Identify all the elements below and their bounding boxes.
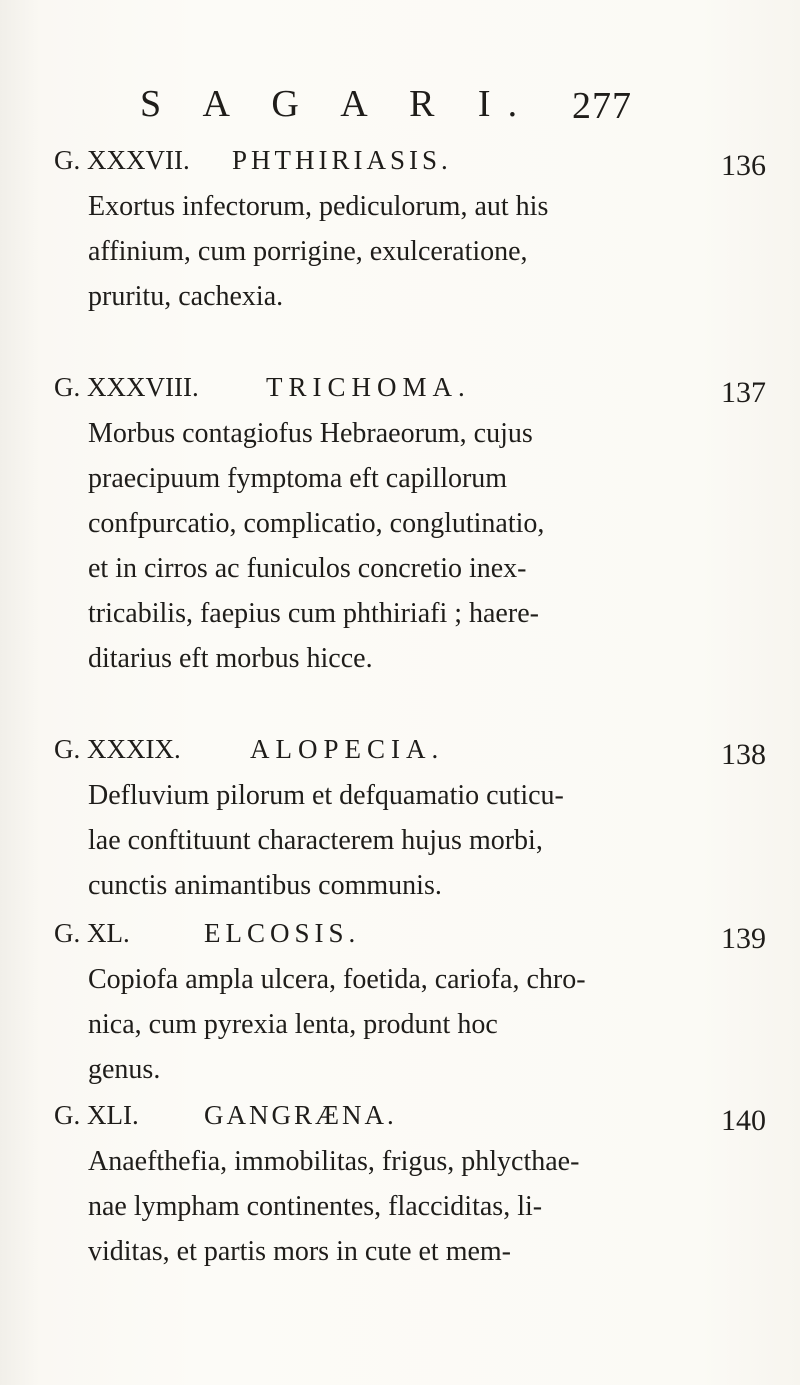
description-line: Copiofa ampla ulcera, foetida, cariofa, chro-	[88, 964, 586, 995]
description-line: nica, cum pyrexia lenta, produnt hoc	[88, 1009, 498, 1040]
genus-description	[54, 411, 766, 681]
genus-entry-elcosis	[54, 909, 766, 1092]
description-line: pruritu, cachexia.	[88, 281, 284, 312]
page-number: 277	[572, 85, 632, 127]
genus-heading	[54, 363, 766, 411]
genus-entry-trichoma	[54, 363, 766, 681]
description-line: genus.	[88, 1054, 161, 1085]
description-line: affinium, cum porrigine, exulceratione,	[88, 236, 528, 267]
genus-entry-alopecia	[54, 725, 766, 908]
genus-heading	[54, 725, 766, 773]
description-line: Exortus infectorum, pediculorum, aut his	[88, 191, 549, 222]
description-line: praecipuum fymptoma eft capillorum	[88, 463, 508, 494]
genus-name: TRICHOMA.	[266, 372, 471, 402]
genus-name: GANGRÆNA.	[204, 1100, 397, 1130]
genus-number: 138	[721, 738, 766, 771]
description-line: ditarius eft morbus hicce.	[88, 643, 373, 674]
description-line: confpurcatio, complicatio, conglutinatio,	[88, 508, 545, 539]
description-line: cunctis animantibus communis.	[88, 870, 442, 901]
genus-description	[54, 957, 766, 1092]
genus-description	[54, 184, 766, 319]
genus-description	[54, 1139, 766, 1274]
genus-code: G. XXXVIII.	[54, 372, 199, 402]
genus-heading	[54, 1091, 766, 1139]
genus-description	[54, 773, 766, 908]
genus-name: ALOPECIA.	[250, 734, 445, 764]
genus-number: 137	[721, 376, 766, 409]
genus-entry-phthiriasis	[54, 136, 766, 319]
description-line: Defluvium pilorum et defquamatio cuticu-	[88, 780, 564, 811]
genus-code: G. XXXIX.	[54, 734, 181, 764]
description-line: lae conftituunt characterem hujus morbi,	[88, 825, 543, 856]
description-line: nae lympham continentes, flacciditas, li-	[88, 1191, 543, 1222]
genus-code: G. XXXVII.	[54, 145, 190, 175]
running-head	[140, 78, 700, 130]
genus-entry-gangraena	[54, 1091, 766, 1274]
description-line: tricabilis, faepius cum phthiriafi ; haere-	[88, 598, 539, 629]
genus-code: G. XLI.	[54, 1100, 139, 1130]
description-line: Anaefthefia, immobilitas, frigus, phlycthae-	[88, 1146, 580, 1177]
genus-number: 140	[721, 1104, 766, 1137]
genus-heading	[54, 136, 766, 184]
genus-code: G. XL.	[54, 918, 130, 948]
description-line: et in cirros ac funiculos concretio inex-	[88, 553, 527, 584]
genus-number: 139	[721, 922, 766, 955]
genus-heading	[54, 909, 766, 957]
description-line: viditas, et partis mors in cute et mem-	[88, 1236, 512, 1267]
running-title: S A G A R I.	[140, 83, 535, 125]
genus-number: 136	[721, 149, 766, 182]
description-line: Morbus contagiofus Hebraeorum, cujus	[88, 418, 533, 449]
genus-name: ELCOSIS.	[204, 918, 361, 948]
genus-name: PHTHIRIASIS.	[232, 145, 452, 175]
